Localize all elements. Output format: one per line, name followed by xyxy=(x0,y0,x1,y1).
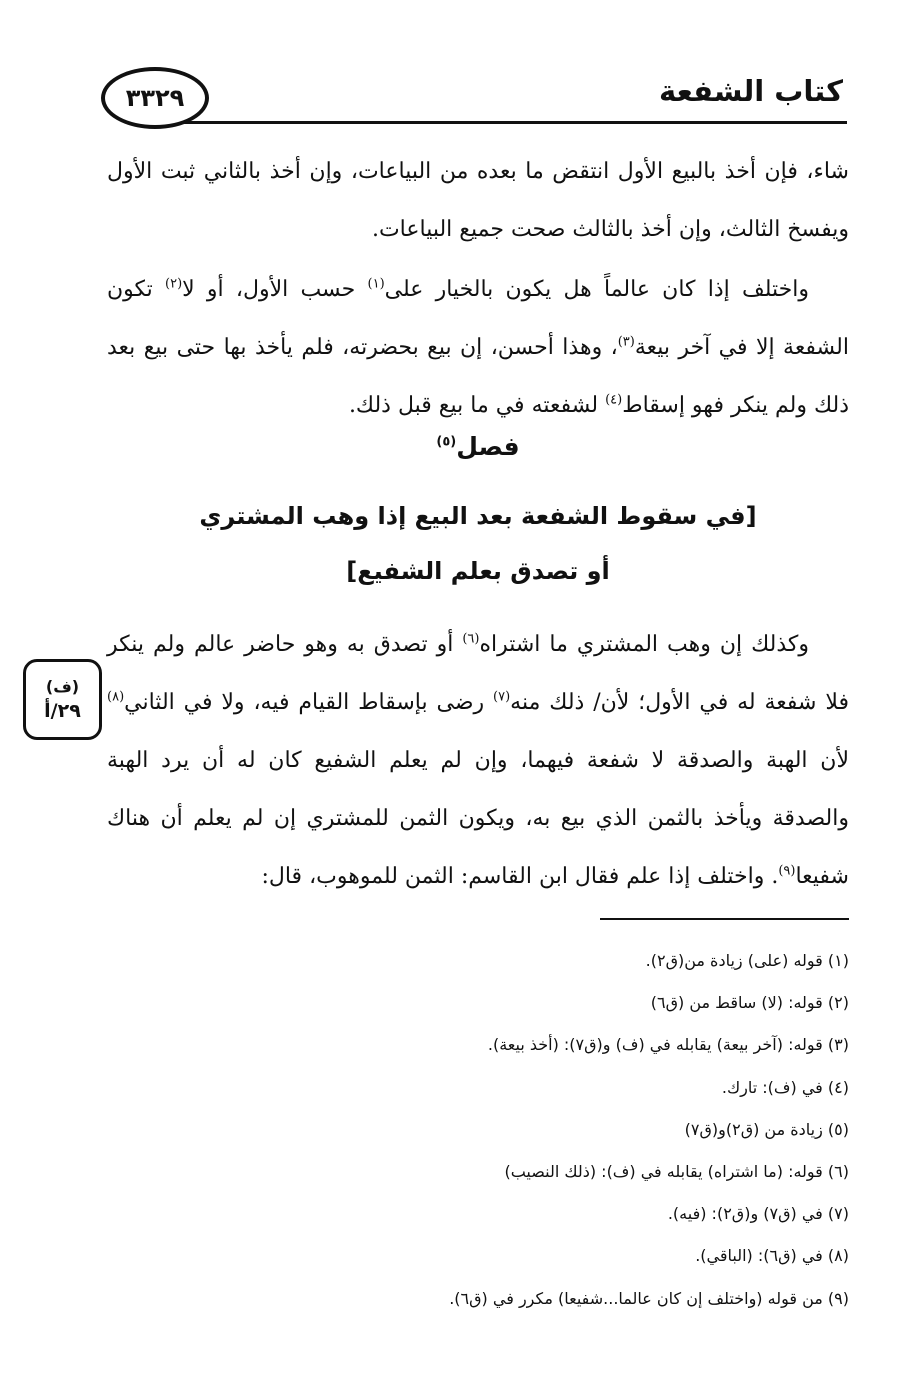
footnote-ref: (٨) xyxy=(107,689,125,705)
section-heading xyxy=(107,432,849,461)
footnote-ref: (٩) xyxy=(778,863,796,879)
footnote-ref: (٤) xyxy=(605,392,623,408)
text-run: رضى بإسقاط القيام فيه، ولا في الثاني xyxy=(124,690,494,715)
text-run: أو تصدق به وهو حاضر عالم ولم ينكر فلا شفعة له في الأول؛ لأن/ ذلك منه xyxy=(107,632,849,715)
footnote: (٣) قوله: (آخر بيعة) يقابله في (ف) و(ق٧): (أخذ بيعة). xyxy=(487,1035,849,1055)
footnote-ref: (٥) xyxy=(436,434,457,450)
footnote-separator xyxy=(600,918,849,920)
footnote: (٢) قوله: (لا) ساقط من (ق٦) xyxy=(650,993,849,1013)
paragraph-text xyxy=(107,261,849,435)
footnote: (٦) قوله: (ما اشتراه) يقابله في (ف): (ذلك النصيب) xyxy=(504,1162,849,1182)
text-run: لأن الهبة والصدقة لا شفعة فيهما، وإن لم يعلم الشفيع كان له أن يرد الهبة والصدقة ويأخذ بالثمن الذي بيع به، ويكون الثمن للمشتري إن لم يعلم أن هناك شفيعا xyxy=(107,748,849,889)
footnote-ref: (٢) xyxy=(165,276,183,292)
paragraph-text: شاء، فإن أخذ بالبيع الأول انتقض ما بعده من البياعات، وإن أخذ بالثاني ثبت الأول ويفسخ الثالث، وإن أخذ بالثالث صحت جميع البياعات. xyxy=(107,159,849,242)
footnote: (٥) زيادة من (ق٢)و(ق٧) xyxy=(684,1119,849,1139)
section-subtitle-line2: أو تصدق بعلم الشفيع] xyxy=(346,557,610,585)
footnote-ref: (٦) xyxy=(462,631,480,647)
manuscript-folio-note xyxy=(23,659,102,740)
footnote: (٩) من قوله (واختلف إن كان عالما...شفيعا) مكرر في (ق٦). xyxy=(449,1288,849,1308)
footnote: (٨) في (ق٦): (الباقي). xyxy=(695,1246,849,1266)
text-run: تكون الشفعة إلا في آخر بيعة xyxy=(107,277,849,360)
text-run: حسب الأول، أو لا xyxy=(182,277,368,302)
header-rule xyxy=(150,121,847,124)
text-run: وكذلك إن وهب المشتري ما اشتراه xyxy=(479,632,809,657)
footnotes-list xyxy=(107,940,849,1320)
text-run: لشفعته في ما بيع قبل ذلك. xyxy=(348,393,606,418)
footnote: (١) قوله (على) زيادة من(ق٢). xyxy=(645,951,849,970)
paragraph-text xyxy=(107,616,849,906)
manuscript-siglum: (ف) xyxy=(45,676,80,696)
page-number-frame xyxy=(101,67,209,129)
paragraph-hiba xyxy=(107,616,849,906)
footnote-ref: (١) xyxy=(367,276,385,292)
paragraph-continuation xyxy=(107,143,849,259)
folio-number: ٢٩/أ xyxy=(44,699,81,722)
text-run: ، وهذا أحسن، إن بيع بحضرته، فلم يأخذ بها حتى بيع بعد ذلك ولم ينكر فهو إسقاط xyxy=(107,335,849,418)
footnote-ref: (٣) xyxy=(617,334,635,350)
footnote: (٤) في (ف): تارك. xyxy=(721,1077,849,1097)
footnote-ref: (٧) xyxy=(493,689,511,705)
page-number: ٣٣٢٩ xyxy=(125,84,185,112)
text-run: . واختلف إذا علم فقال ابن القاسم: الثمن للموهوب، قال: xyxy=(261,864,779,889)
section-heading-text: فصل xyxy=(456,432,520,461)
paragraph-ikhtilaf xyxy=(107,261,849,435)
text-run: واختلف إذا كان عالماً هل يكون بالخيار على xyxy=(384,277,809,302)
footnote: (٧) في (ق٧) و(ق٢): (فيه). xyxy=(667,1204,849,1224)
section-subtitle-line1: [في سقوط الشفعة بعد البيع إذا وهب المشتري xyxy=(199,502,757,530)
book-title: كتاب الشفعة xyxy=(659,74,843,108)
